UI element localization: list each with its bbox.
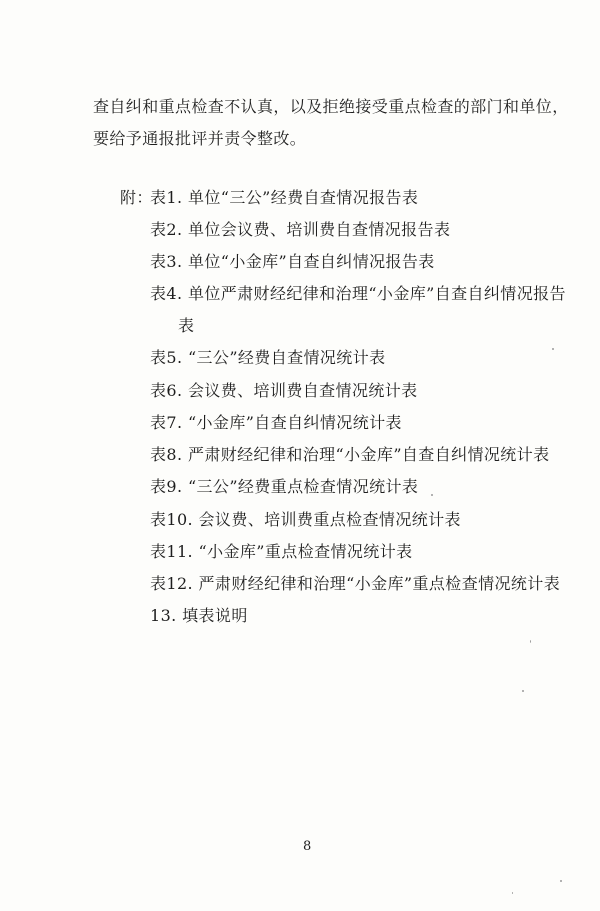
attachments-prefix: 附： <box>120 188 153 207</box>
scan-speck <box>431 494 433 496</box>
body-text-line-1: 查自纠和重点检查不认真，以及拒绝接受重点检查的部门和单位， <box>93 97 569 116</box>
attachment-item-2: 表2. 单位会议费、培训费自查情况报告表 <box>150 220 451 239</box>
attachment-item-9: 表9. “三公”经费重点检查情况统计表 <box>150 477 419 496</box>
attachment-item-4-continued: 表 <box>178 316 195 335</box>
scan-speck <box>530 640 531 643</box>
attachment-item-6: 表6. 会议费、培训费自查情况统计表 <box>150 381 418 400</box>
attachment-item-10: 表10. 会议费、培训费重点检查情况统计表 <box>150 510 461 529</box>
page-number: 8 <box>303 839 312 854</box>
attachment-item-12: 表12. 严肃财经纪律和治理“小金库”重点检查情况统计表 <box>150 574 561 593</box>
attachment-item-3: 表3. 单位“小金库”自查自纠情况报告表 <box>150 252 435 271</box>
body-text-line-2: 要给予通报批评并责令整改。 <box>93 129 307 148</box>
scan-speck <box>522 690 524 692</box>
scan-speck <box>560 880 562 882</box>
attachment-item-4: 表4. 单位严肃财经纪律和治理“小金库”自查自纠情况报告 <box>150 284 566 303</box>
attachment-item-1: 表1. 单位“三公”经费自查情况报告表 <box>150 188 419 207</box>
attachment-item-7: 表7. “小金库”自查自纠情况统计表 <box>150 413 402 432</box>
attachment-item-8: 表8. 严肃财经纪律和治理“小金库”自查自纠情况统计表 <box>150 445 550 464</box>
attachment-item-13: 13. 填表说明 <box>150 606 248 625</box>
attachment-item-5: 表5. “三公”经费自查情况统计表 <box>150 348 386 367</box>
attachment-item-11: 表11. “小金库”重点检查情况统计表 <box>150 542 413 561</box>
scan-speck <box>552 348 554 350</box>
scan-speck <box>512 892 513 894</box>
